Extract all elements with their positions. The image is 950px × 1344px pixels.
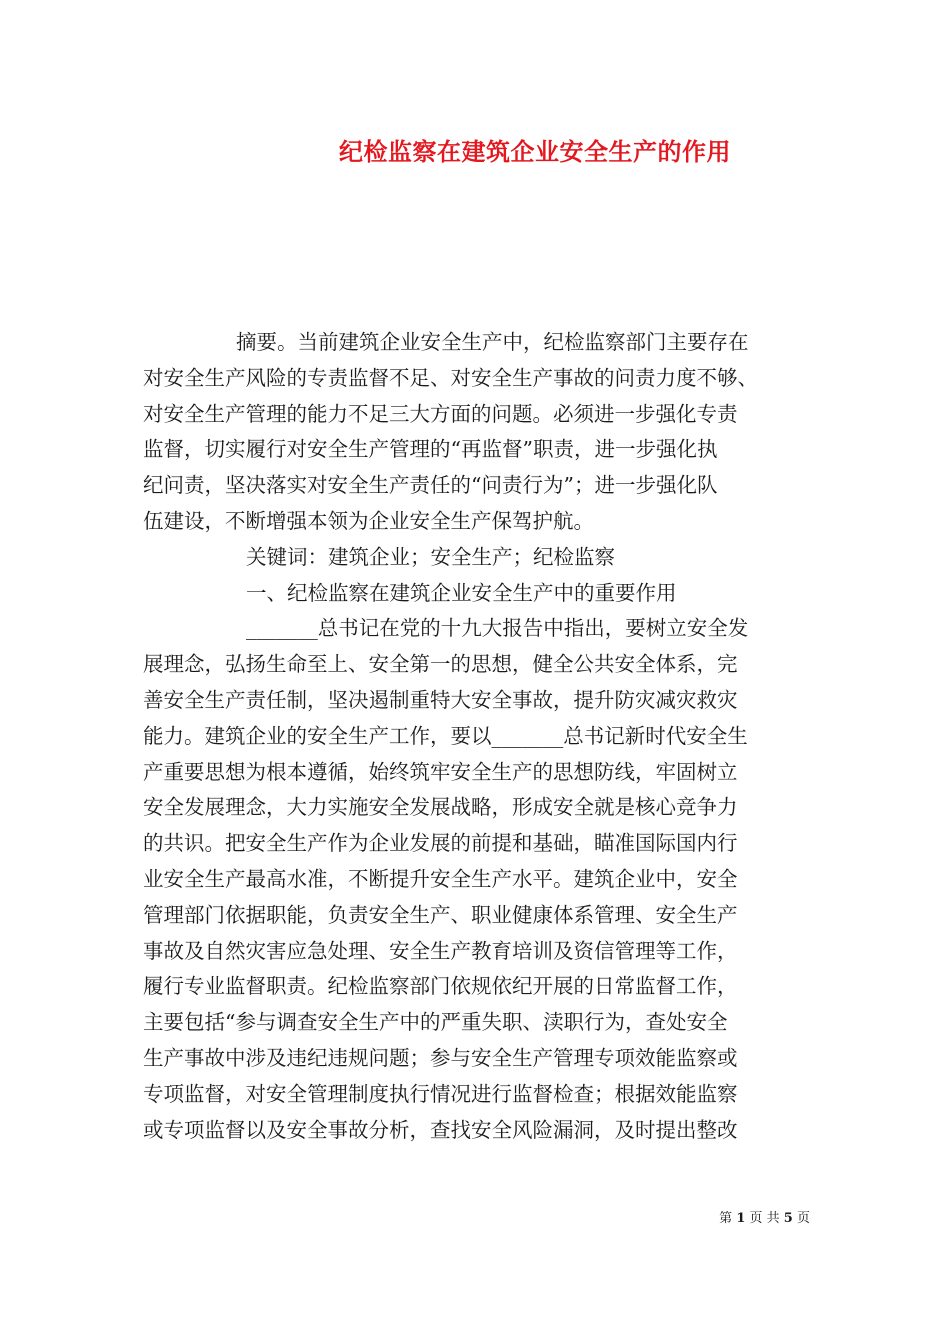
- paragraph-line: 专项监督，对安全管理制度执行情况进行监督检查；根据效能监察: [143, 1081, 738, 1106]
- paragraph-line: _______总书记在党的十九大报告中指出，要树立安全发: [246, 616, 749, 641]
- abstract-line-1: 摘要。当前建筑企业安全生产中，纪检监察部门主要存在: [236, 330, 749, 354]
- abstract-line-5: 纪问责，坚决落实对安全生产责任的“问责行为”；进一步强化队: [143, 473, 718, 498]
- section-heading-1: 一、纪检监察在建筑企业安全生产中的重要作用: [246, 580, 677, 605]
- paragraph-line: 产重要思想为根本遵循，始终筑牢安全生产的思想防线，牢固树立: [143, 759, 738, 784]
- document-body: [143, 325, 809, 1148]
- paragraph-line: 展理念，弘扬生命至上、安全第一的思想，健全公共安全体系，完: [143, 652, 738, 677]
- paragraph-line: 能力。建筑企业的安全生产工作，要以_______总书记新时代安全生: [143, 723, 748, 748]
- abstract-line-3: 对安全生产管理的能力不足三大方面的问题。必须进一步强化专责: [143, 401, 738, 426]
- total-pages-number: 5: [783, 1211, 793, 1226]
- document-title: 纪检监察在建筑企业安全生产的作用: [339, 137, 731, 166]
- paragraph-line: 生产事故中涉及违纪违规问题；参与安全生产管理专项效能监察或: [143, 1045, 738, 1070]
- keywords-line: 关键词：建筑企业；安全生产；纪检监察: [246, 544, 615, 569]
- footer-suffix: 页: [796, 1211, 810, 1226]
- paragraph-line: 善安全生产责任制，坚决遏制重特大安全事故，提升防灾减灾救灾: [143, 687, 738, 712]
- paragraph-line: 事故及自然灾害应急处理、安全生产教育培训及资信管理等工作，: [143, 938, 738, 963]
- abstract-line-6: 伍建设，不断增强本领为企业安全生产保驾护航。: [143, 508, 594, 533]
- paragraph-line: 履行专业监督职责。纪检监察部门依规依纪开展的日常监督工作，: [143, 974, 738, 999]
- footer-middle: 页 共: [749, 1211, 780, 1226]
- paragraph-line: 业安全生产最高水准，不断提升安全生产水平。建筑企业中，安全: [143, 866, 738, 891]
- abstract-line-2: 对安全生产风险的专责监督不足、对安全生产事故的问责力度不够、: [143, 365, 758, 390]
- paragraph-line: 主要包括“参与调查安全生产中的严重失职、渎职行为，查处安全: [143, 1010, 728, 1035]
- paragraph-line: 安全发展理念，大力实施安全发展战略，形成安全就是核心竞争力: [143, 795, 738, 820]
- paragraph-line: 管理部门依据职能，负责安全生产、职业健康体系管理、安全生产: [143, 902, 738, 927]
- current-page-number: 1: [736, 1211, 746, 1226]
- footer-prefix: 第: [719, 1211, 733, 1226]
- abstract-line-4: 监督，切实履行对安全生产管理的“再监督”职责，进一步强化执: [143, 437, 718, 462]
- paragraph-line: 或专项监督以及安全事故分析，查找安全风险漏洞，及时提出整改: [143, 1117, 738, 1142]
- page-footer: [690, 1207, 810, 1226]
- paragraph-line: 的共识。把安全生产作为企业发展的前提和基础，瞄准国际国内行: [143, 831, 738, 856]
